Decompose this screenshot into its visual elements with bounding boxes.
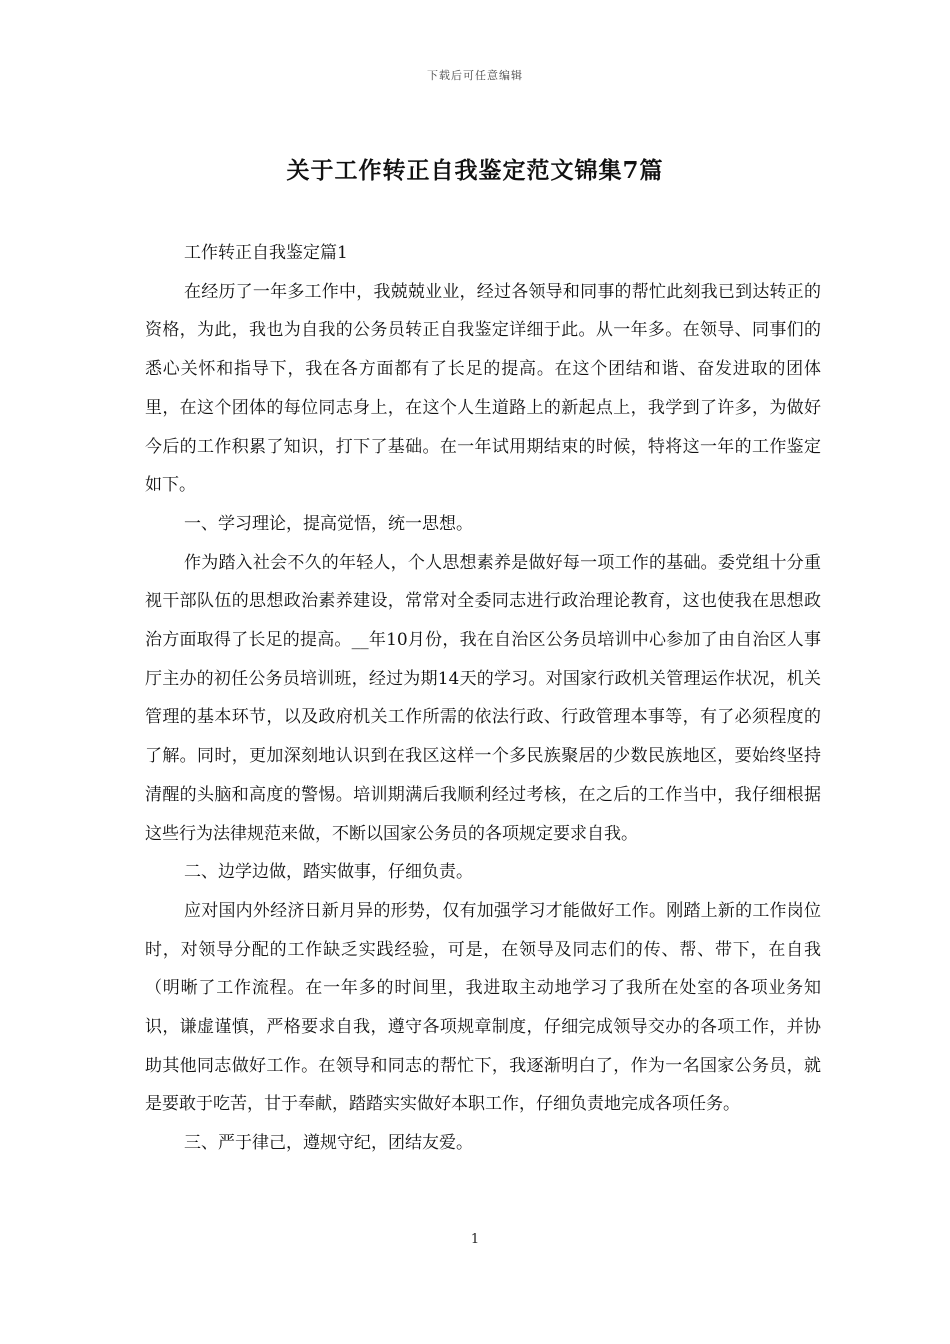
section-heading-learning: 二、边学边做，踏实做事，仔细负责。 bbox=[184, 862, 473, 883]
section-heading-theory: 一、学习理论，提高觉悟，统一思想。 bbox=[184, 513, 473, 534]
paragraph-learning: 应对国内外经济日新月异的形势，仅有加强学习才能做好工作。刚踏上新的工作岗位时，对领导分配的工作缺乏实践经验，可是，在领导及同志们的传、帮、带下，在自我（明晰了工作流程。在一年多的时间里，我进取主动地学习了我所在处室的各项业务知识，谦虚谨慎，严格要求自我，遵守各项规章制度，仔细完成领导交办的各项工作，并协助其他同志做好工作。在领导和同志的帮忙下，我逐渐明白了，作为一名国家公务员，就是要敢于吃苦，甘于奉献，踏踏实实做好本职工作，仔细负责地完成各项任务。 bbox=[145, 900, 821, 1115]
document-title: 关于工作转正自我鉴定范文锦集7篇 bbox=[286, 157, 664, 184]
section-heading-discipline: 三、严于律己，遵规守纪，团结友爱。 bbox=[184, 1133, 473, 1154]
paragraph-theory: 作为踏入社会不久的年轻人，个人思想素养是做好每一项工作的基础。委党组十分重视干部队伍的思想政治素养建设，常常对全委同志进行政治理论教育，这也使我在思想政治方面取得了长足的提高。__年10月份，我在自治区公务员培训中心参加了由自治区人事厅主办的初任公务员培训班，经过为期14天的学习。对国家行政机关管理运作状况，机关管理的基本环节，以及政府机关工作所需的依法行政、行政管理本事等，有了必须程度的了解。同时，更加深刻地认识到在我区这样一个多民族聚居的少数民族地区，要始终坚持清醒的头脑和高度的警惕。培训期满后我顺利经过考核，在之后的工作当中，我仔细根据这些行为法律规范来做，不断以国家公务员的各项规定要求自我。 bbox=[145, 552, 821, 844]
section-heading-1: 工作转正自我鉴定篇1 bbox=[184, 243, 348, 263]
document-body bbox=[145, 234, 821, 1163]
paragraph-intro: 在经历了一年多工作中，我兢兢业业，经过各领导和同事的帮忙此刻我已到达转正的资格，为此，我也为自我的公务员转正自我鉴定详细于此。从一年多。在领导、同事们的悉心关怀和指导下，我在各方面都有了长足的提高。在这个团结和谐、奋发进取的团体里，在这个团体的每位同志身上，在这个人生道路上的新起点上，我学到了许多，为做好今后的工作积累了知识，打下了基础。在一年试用期结束的时候，特将这一年的工作鉴定如下。 bbox=[145, 281, 821, 496]
page-number: 1 bbox=[470, 1232, 480, 1247]
page-header-note: 下载后可任意编辑 bbox=[427, 69, 523, 82]
